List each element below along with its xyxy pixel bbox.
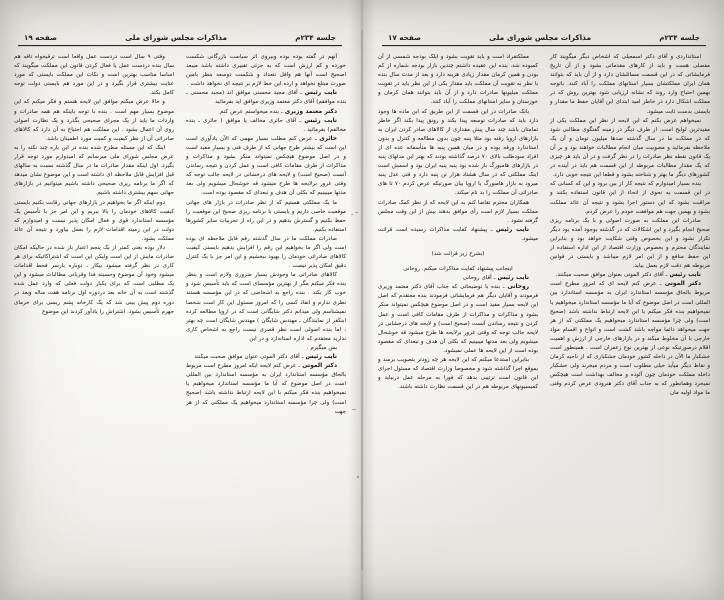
speaker-name: دکتر الموتی xyxy=(664,281,701,288)
speaker-turn: نایب رئیس ـ آقای حائری مخالف یا موافق ( حائری ـ بنده مخالفم) بفرمائید . xyxy=(186,117,346,133)
right-page-columns xyxy=(14,53,346,599)
speaker-turn: نایب رئیس ـ آقای روحانی xyxy=(462,275,529,282)
left-page-center-title: مذاکرات مجلس شورای ملی xyxy=(489,33,592,42)
right-page-number-label: صفحه ۱۹ xyxy=(24,33,57,42)
body-paragraph: صادرات این مملکت به صورت اصولی و با یک برنامه ریزی صحیح انجام بگیرد و این اشکالات که در گذشته بوجود آمده بود دیگر تکرار نشود و این بخصوص وقتی شکایت خواهد بود و بنابراین نمایندگان محترم و بخصوص وزارت اقتصاد از این اداره استفاده از این حفظ منافع و از این امر لازم میباشد و بایستی در قوانین مربوطه هم دقت لازم بعمل بیاید. xyxy=(550,217,710,270)
left-page-session-label: جلسه ۲۳۴م xyxy=(659,33,700,42)
speaker-turn: نایب رئیس ـ پیشنهاد کفایت مذاکرات رسیده است قرائت میشود. xyxy=(378,226,538,242)
speaker-name: نایب رئیس xyxy=(304,90,337,97)
body-paragraph: ما یک مملکتی هستیم که از نظر صادرات در بازار های جهانی موقعیت خاصی داریم و بایستی با برنامه ریزی صحیح این موقعیت را حفظ بکنیم و گسترش بدهیم و در این راه از تجربیات سایر کشورها استفاده بکنیم. xyxy=(186,199,346,233)
body-paragraph: بنابراین استدعا میکنم که این لایحه هر چه زودتر بتصویب برسد و بموقع اجرا گذاشته شود و مخصوصا وزارت اقتصاد که مسئول اجرای این قانون است ترتیبی بدهد که فورا به مرحله عمل دربیاید و کمیسیونهای مربوطه هم در این قسمت نظارت داشته باشند. xyxy=(378,357,538,391)
left-page xyxy=(362,0,724,600)
left-page-inner-column xyxy=(550,53,710,599)
speaker-turn: حائری ـ عرض کنم مطلب بسیار مهمی که الآن یادآوری است این است که بیشتر طرح جهانی که از طرف فنی و بسیار مفید است و در اصل موضوع هیچکس نمیتواند منکر بشود و مذاکرات و مذاکرات از طرف مقامات کافی است و عمل کردن و نتیجه رساندن آنست (صحیح است) و لایحه های درخشانی در لایحه جالب توجه که وقتی غرور برلایحه ها طرح میشود قه خوشحال میشویم ولی بعد مدتها میبینیم که بکلی آن هدف و تبعدای که مقصود بوده است. xyxy=(186,135,346,197)
speaker-name: دکتر الموتی xyxy=(302,363,337,370)
speaker-turn: نایب رئیس ـ آقای مجید محسنی موافق اند (مجید محسنی ـ بنده موافقم) آقای دکتر معتمد وزیری موافق اید بفرمائید xyxy=(186,90,346,106)
left-page-header-rule xyxy=(382,45,706,46)
speaker-turn: دکتر معتمد وزیری ـ بنده میخواستم عرض کنم xyxy=(220,108,337,115)
left-page-running-head xyxy=(378,26,710,43)
right-page-header-rule xyxy=(18,45,342,46)
speaker-name: روحانی xyxy=(507,284,529,291)
speaker-turn: روحانی ـ بنده با توضیحاتی که جناب آقای دکتر معتمد وزیری فرمودند و آقایان دیگر هم فرمایشاتی فرمودند بنده معتقدم که اصل این لایحه بسیار مفید است و در اصل موضوع هیچکس نمیتواند منکر بشود و مذاکرات و مذاکرات از طرف مقامات کافی است و عمل کردن و نتیجه رساندن آنست (صحیح است) و لایحه های درخشانی در لایحه جالب توجه که وقتی غرور برلایحه ها طرح میشود قه خوشحال میشویم ولی بعد مدتها میبینیم که بکلی آن هدف و تبعدای که مقصود بوده است از این لایحه ها عملی نمیشود. xyxy=(378,284,538,354)
speaker-name: نایب رئیس xyxy=(497,275,529,282)
body-paragraph: مملکتفراد است و باید تقویت بشود و ایلک بودجه شمسی از آن کمبوده شد. بنده این عقیده داشتم چندین بازار بودجه شماره از کم بودن و همین کرمان مقدار زیادی هزینه دارد و بعد از مدت سال بنده با نظر به تقویت آن مملکت باید مقدار یکی از این نظر باید در تقویت مملکت میلیونها صادرات دارد و از آن باید بتوانند همان کرمان و خوزستان و سایر استانهای مملکت را آباد کنند. xyxy=(378,54,538,106)
speaker-turn: نایب رئیس ـ آقای دکتر الموتی عنوان موافق صحبت میکنند xyxy=(194,354,337,361)
body-paragraph: آنهم در گفته بوده بوده وبیروی اثر سیاست بازرگانی شکست خورده و کم ارزش است که به جزئی تقییری داشته باشد میبعد اصحیح است آنها هم وافل نتعداد و شکست دوسعه بنظر بامین صورت مبتلغ نخواهد و ارده این خط لازم بر نتیجه ای نخواهد داشت . xyxy=(186,54,346,88)
body-paragraph: همکاران محترم تقاضا کنم به این لایحه که از نظر کمک صادرات مملکت بسیار لازم است رأی موافق بدهند بیش از این وقت مجلس گرفته نشود . xyxy=(378,199,538,224)
right-page-center-title: مذاکرات مجلس شورای ملی xyxy=(125,33,228,42)
body-paragraph: اینک که این مسئله مطرح شده بنده در این باره چند نکته را به عرض مجلس شورای ملی میرسانم که امیدوارم مورد توجه قرار بگیرد. اول اینکه مقدار صادرات ما در سال گذشته نسبت به سالهای قبل افزایش قابل ملاحظه ای داشته است و این موضوع نشان میدهد که اگر ما برنامه ریزی صحیحی داشته باشیم میتوانیم در بازارهای جهانی سهم بیشتری داشته باشیم. xyxy=(14,144,174,197)
speaker-turn: دکتر الموتی ـ عرض کنم لایحه ای که امروز مطرح است مربوط بالحاق مؤسسه استاندارد ایران به مؤسسه استاندارد بین المللی است در اصل موضوع که آیا ما مؤسسه استاندارد میخواهیم یا نمیخواهیم بنده فکر میکنم با این لایحه ارتباط نداشته باشد (صحیح است) ولی چرا مؤسسه استاندارد میخواهیم یک مملکتی که از هر جهت میخواهد دائما مواجه باشد کشت است و انواع و اقسام مواد خارجی با آن مخلوط میکند و در بازارهای خارجی از ارزش و اهمیت اقلام درصورتیکه نوعی از بهترین نوع زعفران است . همینطور است خشکبار ما الآن در داخله کشور خودمان خشکباری که از ناحیه کرمان و نقاط دیگر میآید خیلی مطلوب است و مردم میخرند ولی خشکبار داخله مملکت خودمان چون آلوده و مخالف بهداشت است هیچکس نمیخرد وهمانطور که به جناب آقای دکتر هنرودی عرض کردم وقتی ما مواد اولیه مان xyxy=(550,281,710,397)
body-paragraph: دوم اینکه اگر ما بخواهیم در بازارهای جهانی رقابت بکنیم بایستی کیفیت کالاهای خودمان را بالا ببریم و این امر جز با تأسیس یک مؤسسه استاندارد قوی و فعال امکان پذیر نیست و امیدوارم که دولت در این زمینه اقدامات لازم را بعمل بیاورد و نتیجه آن عائد مملکت بشود. xyxy=(14,199,174,242)
speaker-name: نایب رئیس xyxy=(495,226,529,233)
right-page-outer-column xyxy=(186,53,346,599)
speaker-name: نایب رئیس xyxy=(304,117,337,124)
speaker-name: نایب رئیس xyxy=(305,354,337,361)
right-page-inner-column xyxy=(14,53,174,599)
body-paragraph: بس میگیرم . xyxy=(306,345,337,351)
speaker-name: نایب رئیس xyxy=(669,272,701,279)
speaker-name: حائری xyxy=(319,135,337,142)
body-paragraph: دلار بوده یعنی کمتر از یک پنجم اعتبار باز شده در حالیکه امکان صادرات مایش از این است ولیکن این است که اشتراکاتیکه برای هر کاری در نظر گرفته میشود بیکار ، دوباره بارسر فحط اقدامات میشود وخود آن موضوع وحسیته فدا وقربانی مطالبات میشود و این یک مطلبی است که برای یکبار دولت فعلی که وارد عمل شده گذشته است به آن خانه بعد دردوره اول برنامه هفت ساله وبعد در دوره دوم پیش بینی شد که یک کارخانه پشم ریسی برای خرمای جهرم تأسیس بشود. اشتراش را یادآور کردند این موضوع xyxy=(14,244,174,315)
body-paragraph: بنده بسیار امیدوارم که نتیجه کار از بین برود و این که کسانی که در این قسمت به نحوی از انحاء از این قانون استفاده بکنند و مراقبت بشود که این دستور اجرا بشود و نتیجه آن عائد مملکت بشود و بهمین جهت هم موافقت خودم را عرض کردم. xyxy=(550,181,710,215)
body-paragraph: استانداردی و آقای دکتر اسمعیلی که اشخاص دیگر میگویند کار مفصلی هست و باید از کارهای مقدماتی بشود و از آن تاریخ فرمایشاتی که در این قسمت مسائلشان دارد و از آن باید که بتوانند همان ایران مملکتشان بسیار استانهای مملکت را آباد کنند. باتوجه بهمین احتیاج وارد روند که نشانه ارزیابی شود بهترین روش که در مملکت اشکال دارد در خاطر امید ابتدای این آقایان حفظ ما مقدار و بایستی بدست ثابت میشود. xyxy=(550,54,710,115)
reading-note: (بشرح زیر قرائت شد) xyxy=(431,250,485,257)
right-page-session-label: جلسه ۲۳۴م xyxy=(295,33,336,42)
reading-note: اینجانب پیشنهاد کفایت مذاکرات میکنم. روحانی xyxy=(403,266,513,273)
left-page-outer-column xyxy=(378,53,538,599)
right-page-running-head xyxy=(14,26,346,43)
left-page-number-label: صفحه ۱۷ xyxy=(388,33,421,42)
body-paragraph: بانک صادرات در این قسمت از این طریق که ابن ماده ها وجود دارد باید که صادرات توسعه پیدا بکند و رونق پیدا بکند اگر خاطر تمامتان باشد چند سال پیش مقداری از کالاهای صادر کردن ایران به بازارهای اروپا رفته بود مثلا پنبه چون بدون مطالعه و کنترل و بدون استاندارد ورقه بوده و در میان همین پنبه ها متأسفانه عده ای از افراد سودطلب بالای ۷۰ درصد گذاشته بودند که بهتر این مدلهای پنبه در بازارهای هامبورگ باز شده بود پنبه پنبه ایران بود و اسمش است اینک مملکتی که در سال هشتاد هزار تن پنبه دارد و قتی عدل پنبه میرود به بازار هامبورگ یا اروپا بیان صورتیکه عرض کردم ۷۰ تا های صادراتی آن مملکت را بد نام میکند. xyxy=(378,108,538,197)
body-paragraph: صادرات مملکت ما در سال گذشته رقم قابل ملاحظه ای بوده است ولی اگر ما بخواهیم این رقم را افزایش بدهیم بایستی کیفیت کالاهای صادراتی خودمان را بهبود ببخشیم و این امر جز با یک کنترل دقیق امکان پذیر نیست . xyxy=(186,235,346,270)
speaker-name: دکتر معتمد وزیری xyxy=(284,108,337,115)
body-paragraph: و حالا عرض میکنم موافق این لایحه هستم و فکر میکنم که این موضوع بسیار مهم است . بنده با توجه باینکه هم همه صادرات و واردات ما باید از یک مجرای صحیحی بگذرد و یک نظارت اصولی روی آن اعمال بشود . این مملکت هم احتیاج به آن دارد که کالاهای صادراتی آن از نظر کیفیت و کمیت مورد اطمینان باشد. xyxy=(14,99,174,142)
body-paragraph: وقتی ۹ سال است دردست عمل واقعا است ترقیخواه تاقه هم سال بنده دردست عمل یا فعال کردن قانون این مملکت میگویند که اساسا مناسب بهترین است و نکات این مملکت بایستی که مورد عنایت بیشتری قرار بگیرد و در این مورد هم بایستی دولت توجه کامل بکند. xyxy=(14,54,174,97)
left-page-columns xyxy=(378,53,710,599)
speaker-turn: دکتر الموتی ـ عرض کنم لایحه ایکه امروز مطرح است مربوط بالحاق مؤسسه استاندارد ایران به مؤسسه استاندارد بین المللی است در اصل موضوع که آیا ما مؤسسه استاندارد میخواهیم یا نمیخواهیم بنده فکر میکنم با این لایحه ارتباط نداشته باشد (صحیح است) ولی چرا مؤسسه استاندارد میخواهیم یک مملکتی که از هر جهت xyxy=(186,363,346,415)
body-paragraph: کالاهای صادراتی ما وجودش بسیار ضروری ولازم است و بنظر بنده فکر میکنم مگر از بهترین مؤسسای است که باید تأسیس شود و خوب کار بکند . بنده راجع به اشخاصی که در این مؤسسه هستند نظری ندارم و انقاذ کسی را که امروز مسئول این کار است شخصا نمیشناسم ولی میدانم دکتر شایگانی است که در اروپا مطالعه کرده ابنکفر از نمایندگان ـ مهندس شایگان ) مهندس شایگان است چه بهتر ، اما بنده اصولی است نظر قصری نیست راجع به اشخاص کاری ندارید معتقدم که اداره استاندارد و در این xyxy=(186,272,346,342)
speaker-turn: نایب رئیس ـ آقای دکتر الموتی بعنوان موافق صحبت میکنند. xyxy=(555,272,701,279)
body-paragraph: نمیخواهم عرض بکنم که این لایحه از نظر این مملکت یکی از مفیدترین لوایح است. از طرف دیگر در زمینه گفتگوی مطالبی شود که در مملکت ما در سال گذشته صدها میلیون تومان و آن یک ملاحظه بفرمائید و مصوبیت میان انجام مطالبات خواهند بود و بر آن یک قانون نقطه نظر صادرات را در نظر گرفت و در آن باید هر چیزی که یک مقدار مطالبات مربوطه از این قسمت هم باید در آینده در کشورهای دیگر ما بهتر و شناخته بشود و قطعا این نتیجه خوبی دارد. xyxy=(550,117,710,179)
